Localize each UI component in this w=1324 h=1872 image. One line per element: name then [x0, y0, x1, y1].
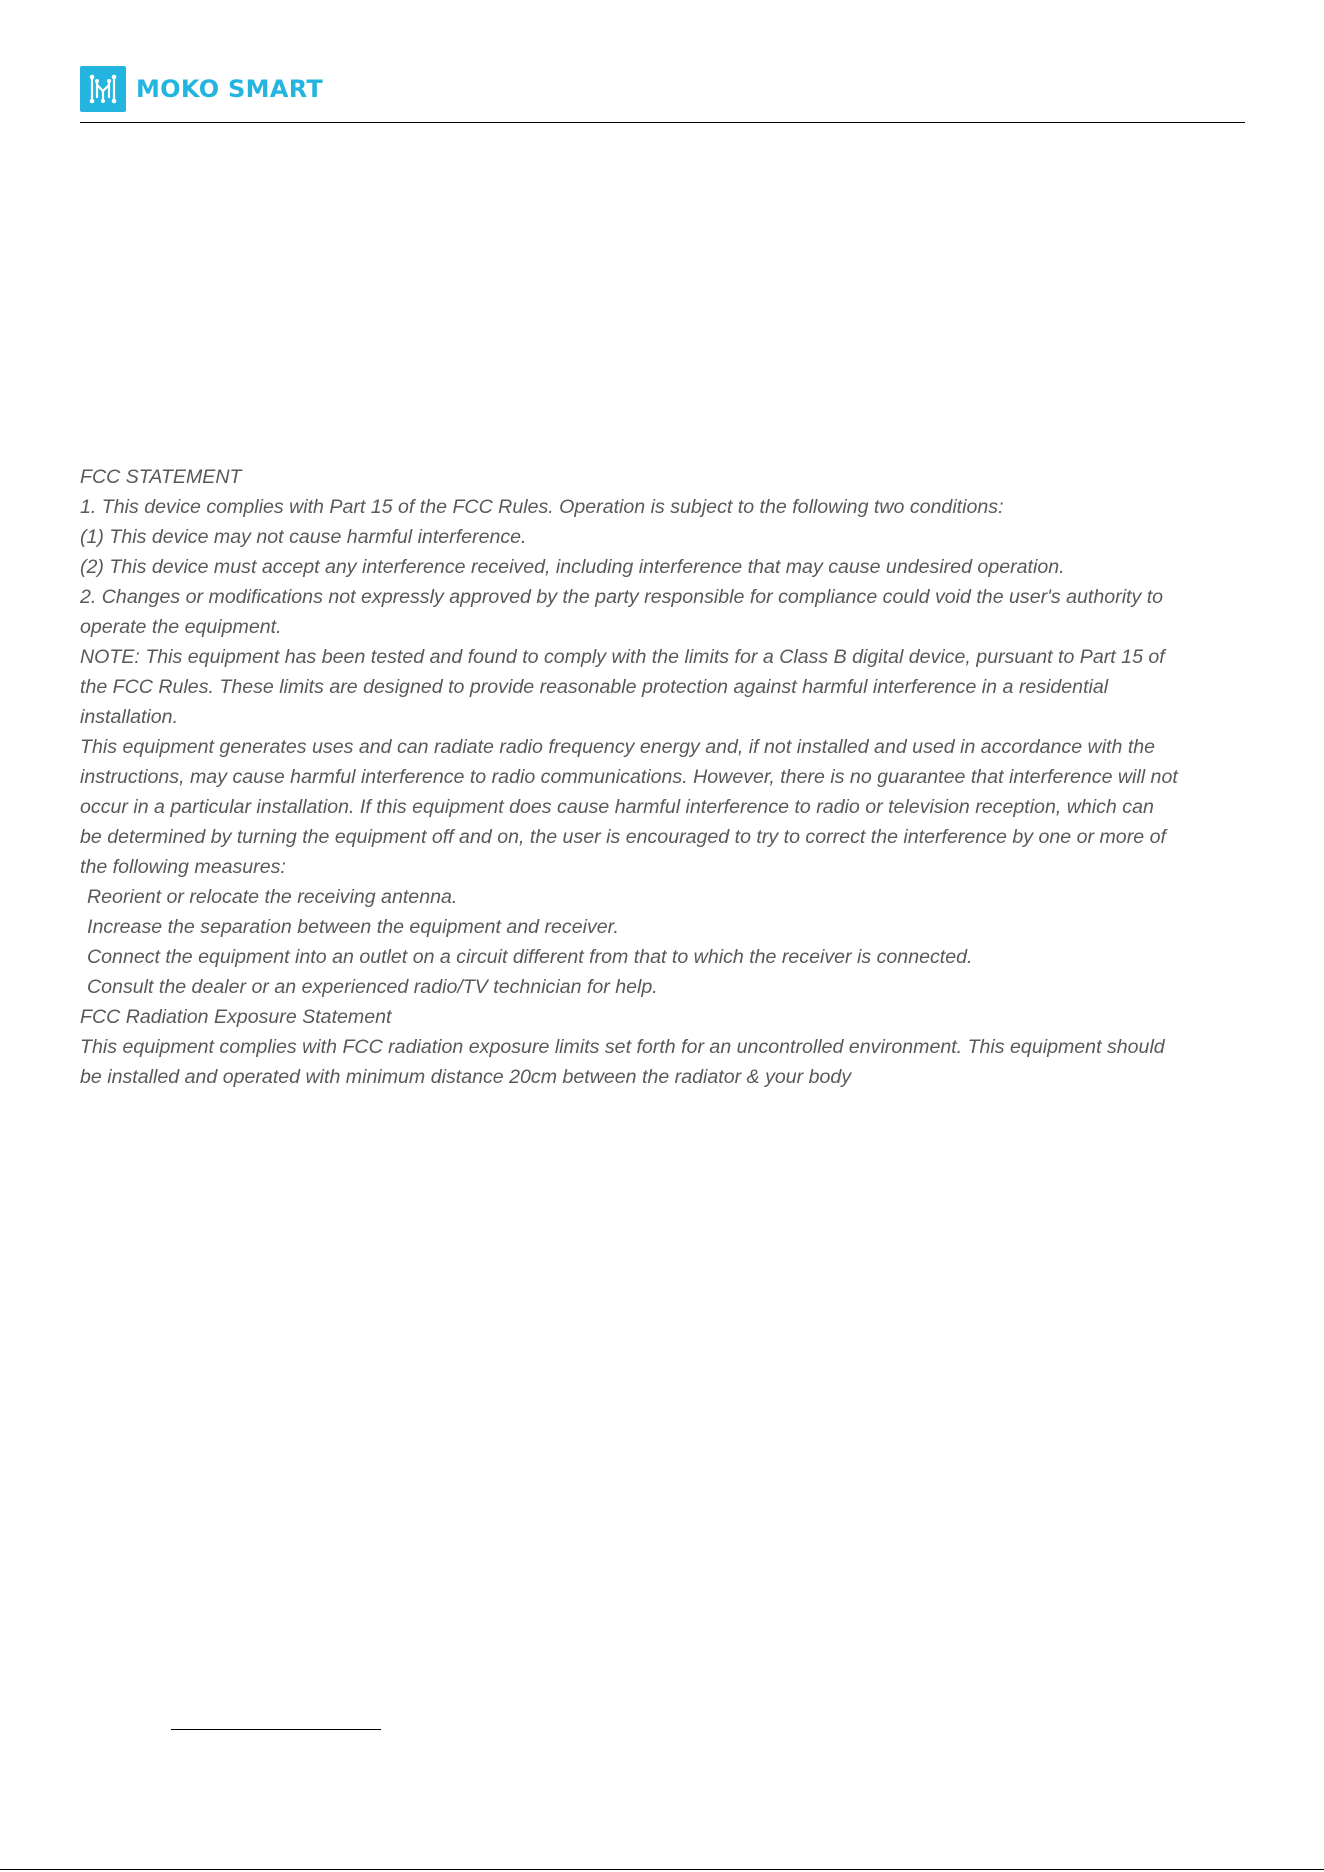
page-bottom-divider	[0, 1869, 1324, 1870]
fcc-paragraph-6: This equipment generates uses and can radiate radio frequency energy and, if not installed and used in accordance with the instructions, may cause harmful interference to radio communications. However, there is no guarantee that interference will not occur in a particular installation. If this equipment does cause harmful interference to radio or television reception, which can be determined by turning the equipment off and on, the user is encouraged to try to correct the interference by one or more of the following measures:	[80, 736, 1178, 878]
brand-name: MOKO SMART	[136, 75, 324, 103]
measure-item: Consult the dealer or an experienced radio/TV technician for help.	[87, 976, 658, 998]
measure-item: Increase the separation between the equipment and receiver.	[87, 916, 619, 938]
measure-item: Connect the equipment into an outlet on a circuit different from that to which the receiver is connected.	[87, 946, 973, 968]
radiation-text: This equipment complies with FCC radiation exposure limits set forth for an uncontrolled environment. This equipment should be installed and operated with minimum distance 20cm between the radiator & your body	[80, 1036, 1165, 1088]
brand-logo	[80, 66, 323, 112]
circuit-icon	[85, 71, 121, 107]
fcc-paragraph-1: 1. This device complies with Part 15 of the FCC Rules. Operation is subject to the following two conditions:	[80, 496, 1004, 518]
fcc-paragraph-3: (2) This device must accept any interference received, including interference that may cause undesired operation.	[80, 556, 1065, 578]
fcc-note: NOTE: This equipment has been tested and found to comply with the limits for a Class B digital device, pursuant to Part 15 of the FCC Rules. These limits are designed to provide reasonable protection against harmful interference in a residential installation.	[80, 646, 1165, 728]
radiation-title: FCC Radiation Exposure Statement	[80, 1006, 392, 1028]
page-header	[80, 66, 1245, 123]
moko-circuit-logo-icon	[80, 66, 126, 112]
footnote-divider	[171, 1729, 381, 1730]
fcc-statement-section	[80, 462, 1180, 1092]
measure-item: Reorient or relocate the receiving antenna.	[87, 886, 458, 908]
fcc-title: FCC STATEMENT	[80, 466, 242, 488]
fcc-paragraph-4: 2. Changes or modifications not expressly approved by the party responsible for compliance could void the user's authority to operate the equipment.	[80, 586, 1164, 638]
fcc-paragraph-2: (1) This device may not cause harmful interference.	[80, 526, 527, 548]
